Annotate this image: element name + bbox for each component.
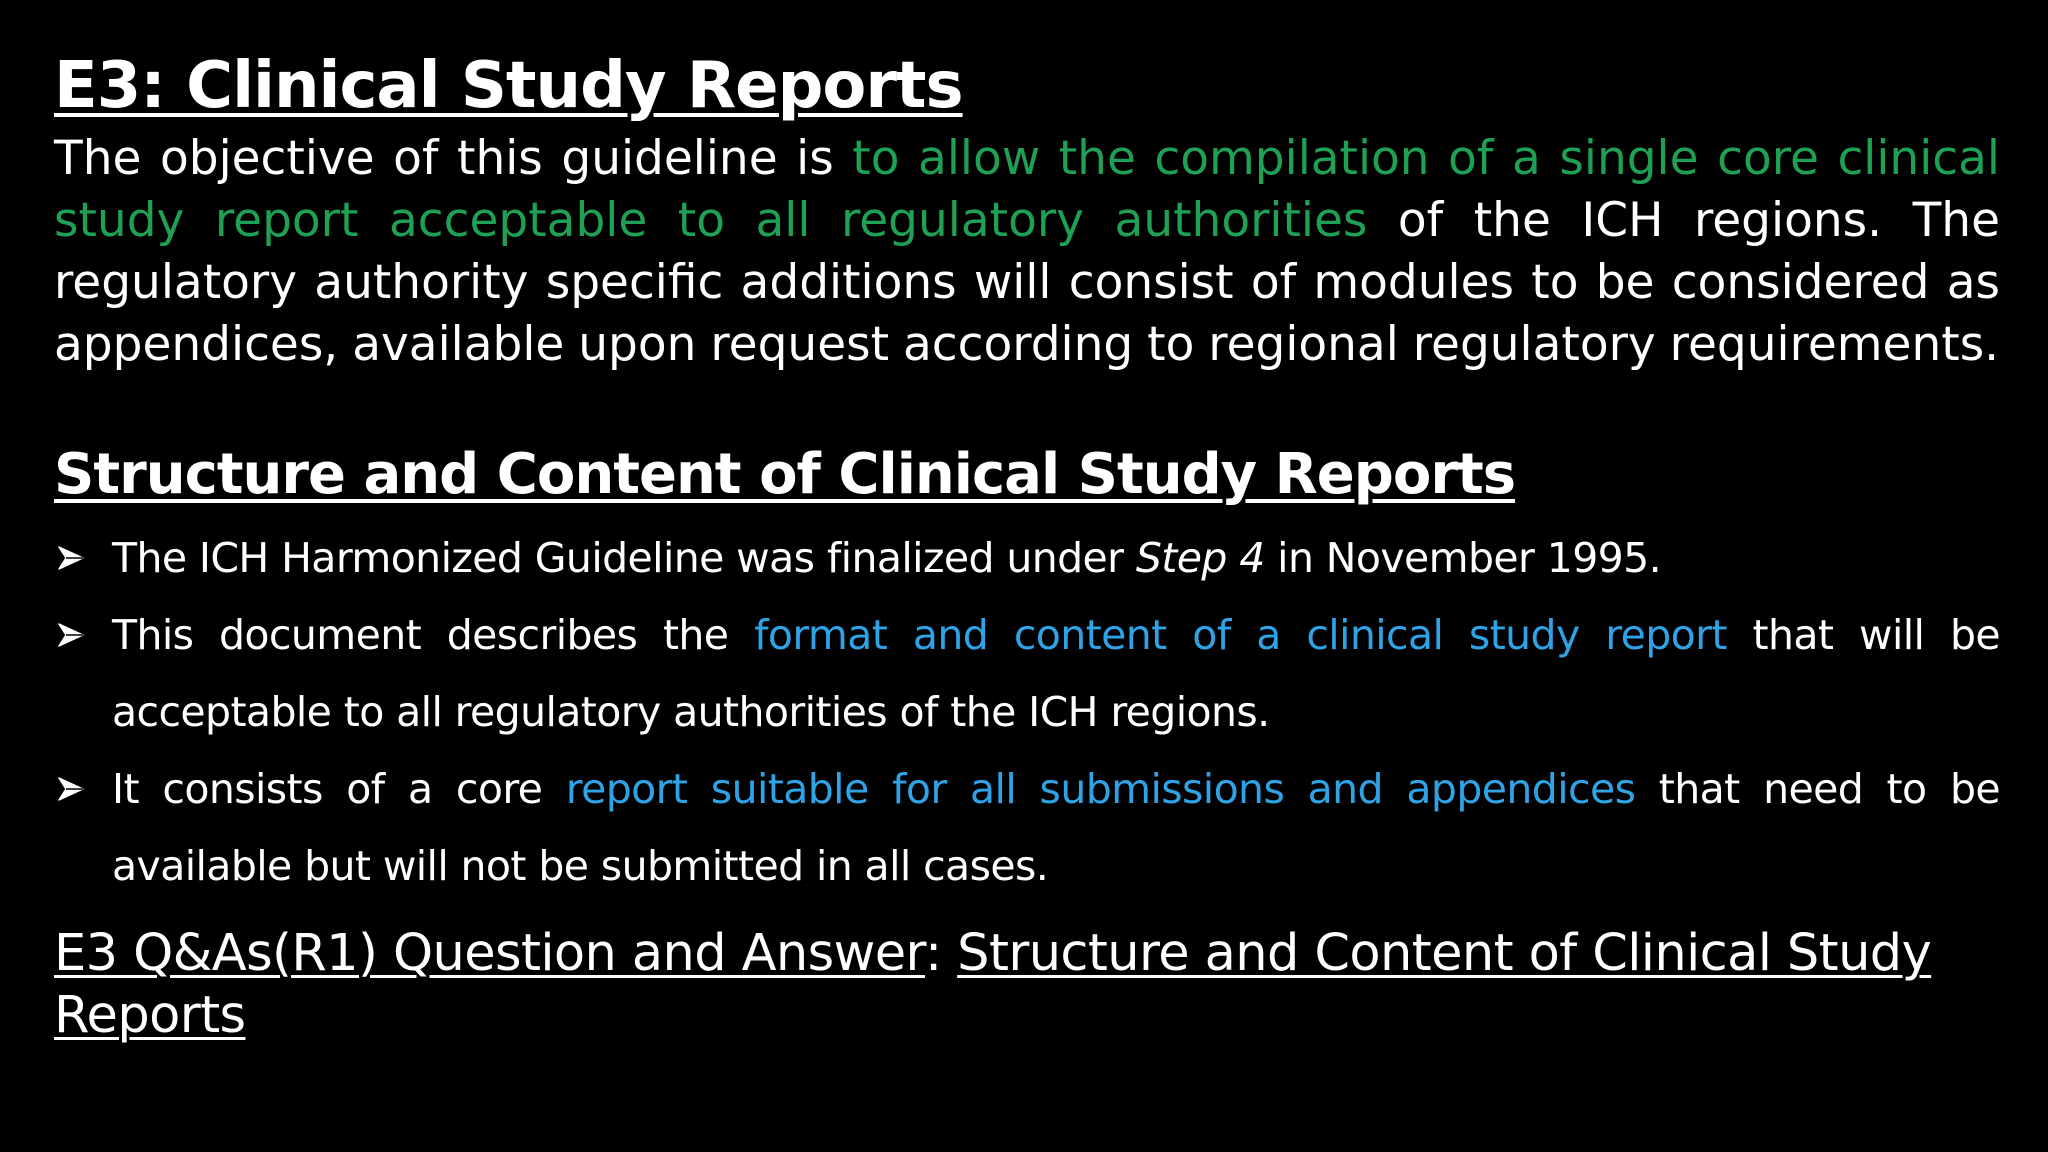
bullet-item [54,751,2000,905]
arrowhead-bullet-icon [58,623,84,647]
bullet-text-end: in November 1995. [1264,534,1662,582]
bullet-list [54,520,2000,905]
bullet-item [54,520,2000,597]
slide-title: E3: Clinical Study Reports [54,49,963,123]
bullet-text-start: The ICH Harmonized Guideline was finalized under [112,534,1136,582]
intro-text-end: of the ICH regions. The regulatory authority specific additions will consist of modules to be considered as appendices, available upon request according to regional regulatory requirements. [54,193,2000,372]
structure-content-link[interactable]: Structure and Content of Clinical Study Reports [54,924,1932,1045]
qa-separator: : [924,924,958,983]
bullet-italic-text: Step 4 [1135,534,1265,582]
intro-highlight: to allow the compilation of a single core clinical study report acceptable to all regulatory authorities [54,131,2000,248]
bullet-highlight: report suitable for all submissions and appendices [565,765,1636,813]
qa-reference [54,923,2000,1047]
slide-content [54,44,2000,1047]
bullet-text-end: that need to be available but will not be submitted in all cases. [112,765,2001,890]
bullet-text-start: This document describes the [112,611,755,659]
bullet-item [54,597,2000,751]
bullet-text-start: It consists of a core [112,765,566,813]
bullet-highlight: format and content of a clinical study report [754,611,1727,659]
bullet-text-end: that will be acceptable to all regulatory authorities of the ICH regions. [112,611,2001,736]
qa-link[interactable]: E3 Q&As(R1) Question and Answer [54,924,925,983]
intro-paragraph [54,128,2000,376]
arrowhead-bullet-icon [58,777,84,801]
section-heading: Structure and Content of Clinical Study Reports [54,442,1516,507]
intro-text-start: The objective of this guideline is [54,131,853,186]
arrowhead-bullet-icon [58,546,84,570]
